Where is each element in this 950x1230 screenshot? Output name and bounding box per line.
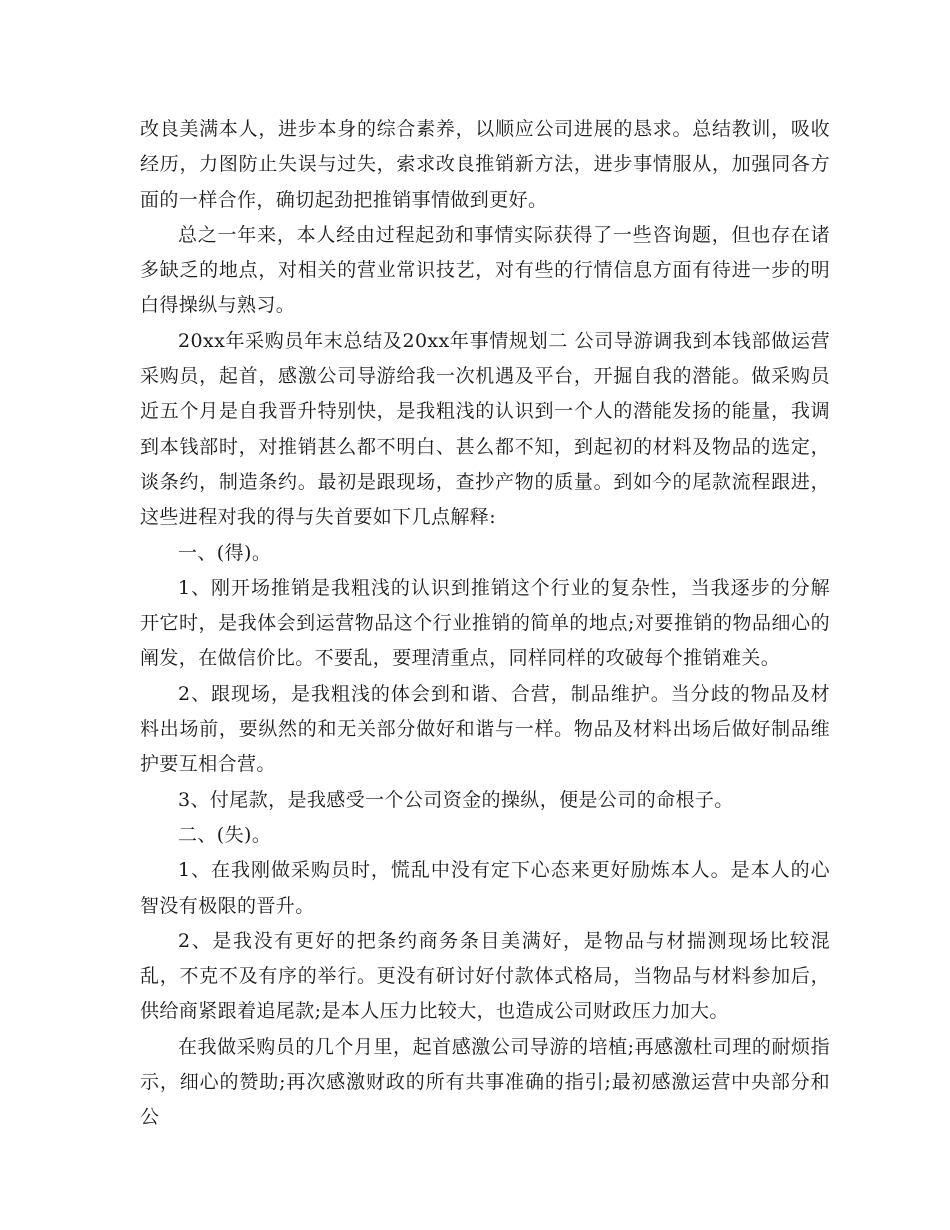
paragraph-2: 总之一年来，本人经由过程起劲和事情实际获得了一些咨询题，但也存在诸多缺乏的地点，对相关的营业常识技艺，对有些的行情信息方面有待进一步的明白得操纵与熟习。 [140,223,830,317]
paragraph-3: 20xx年采购员年末总结及20xx年事情规划二 公司导游调我到本钱部做运营采购员，起首，感激公司导游给我一次机遇及平台，开掘自我的潜能。做采购员近五个月是自我晋升特别快，是我粗浅的认识到一个人的潜能发扬的能量，我调到本钱部时，对推销甚么都不明白、甚么都不知，到起初的材料及物品的选定，谈条约，制造条约。最初是跟现场，查抄产物的质量。到如今的尾款流程跟进，这些进程对我的得与失首要如下几点解释: [140,329,830,529]
paragraph-gain-3: 3、付尾款，是我感受一个公司资金的操纵，便是公司的命根子。 [178,788,734,811]
document-body [140,112,830,1136]
section-heading-gain: 一、(得)。 [178,541,272,564]
section-heading-loss: 二、(失)。 [178,823,272,846]
paragraph-loss-2: 2、是我没有更好的把条约商务条目美满好，是物品与材揣测现场比较混乱，不克不及有序的举行。更没有研讨好付款体式格局，当物品与材料参加后，供给商紧跟着追尾款;是本人压力比较大，也造成公司财政压力加大。 [140,929,830,1023]
paragraph-1: 改良美满本人，进步本身的综合素养，以顺应公司进展的恳求。总结教训，吸收经历，力图防止失误与过失，索求改良推销新方法，进步事情服从，加强同各方面的一样合作，确切起劲把推销事情做到更好。 [140,118,830,211]
paragraph-gain-1: 1、刚开场推销是我粗浅的认识到推销这个行业的复杂性，当我逐步的分解开它时，是我体会到运营物品这个行业推销的简单的地点;对要推销的物品细心的阐发，在做信价比。不要乱，要理清重点，同样同样的攻破每个推销难关。 [140,576,830,670]
paragraph-closing: 在我做采购员的几个月里，起首感激公司导游的培植;再感激杜司理的耐烦指示，细心的赞助;再次感激财政的所有共事准确的指引;最初感激运营中央部分和公 [140,1035,830,1129]
paragraph-gain-2: 2、跟现场，是我粗浅的体会到和谐、合营，制品维护。当分歧的物品及材料出场前，要纵然的和无关部分做好和谐与一样。物品及材料出场后做好制品维护要互相合营。 [140,682,830,776]
paragraph-loss-1: 1、在我刚做采购员时，慌乱中没有定下心态来更好励炼本人。是本人的心智没有极限的晋升。 [140,859,830,917]
